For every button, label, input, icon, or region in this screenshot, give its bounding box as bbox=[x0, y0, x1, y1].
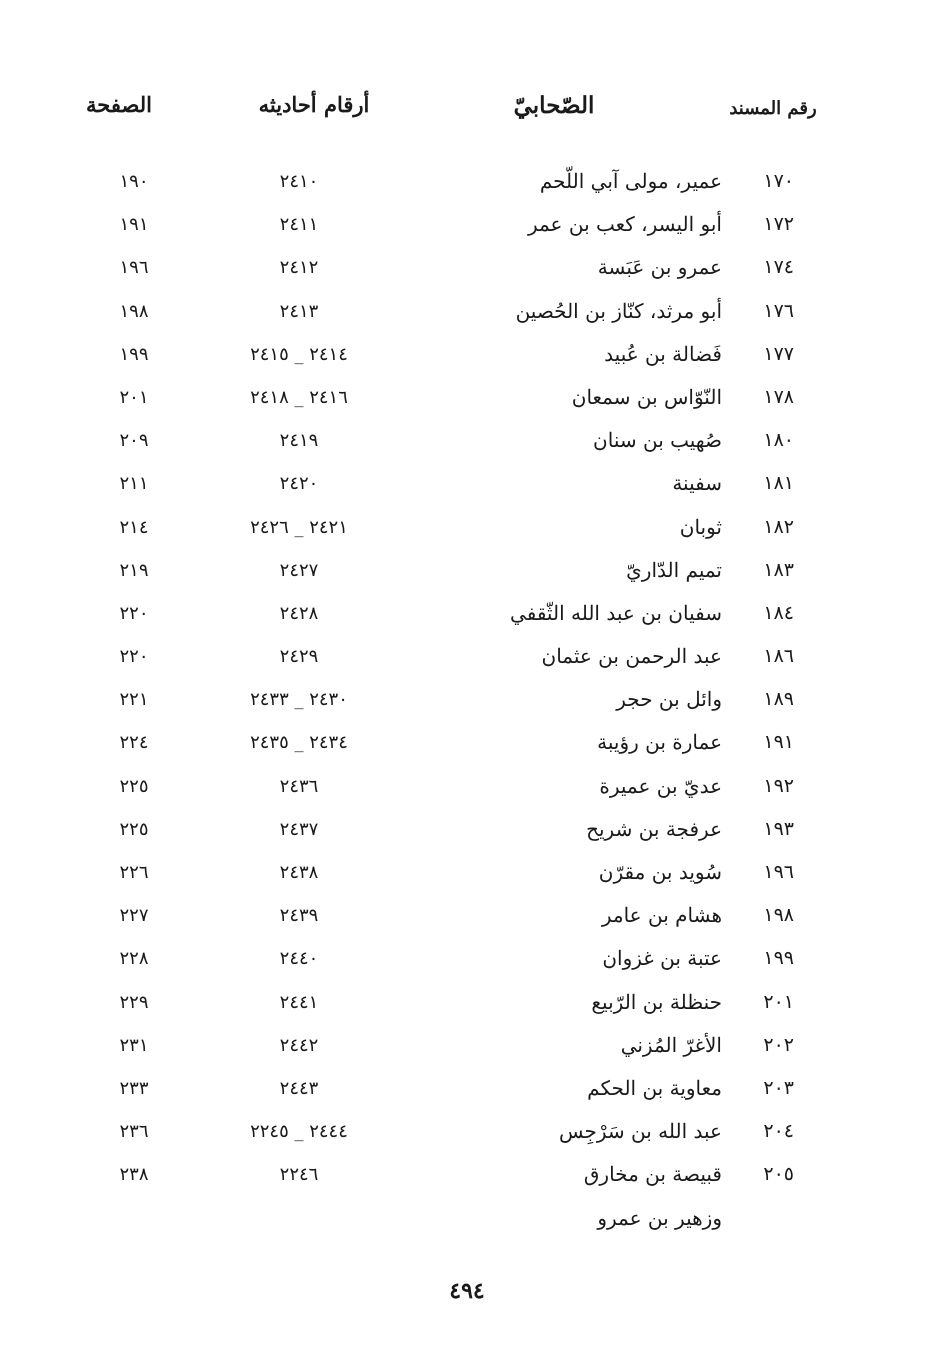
companion-name: ثوبان bbox=[679, 514, 722, 539]
table-row bbox=[0, 721, 934, 764]
hadith-numbers: ٢٤٤٣ bbox=[279, 1077, 319, 1099]
companion-name: تميم الدّاريّ bbox=[626, 557, 722, 582]
musnad-number: ٢٠٢ bbox=[763, 1033, 794, 1056]
companion-name: وزهير بن عمرو bbox=[597, 1205, 722, 1230]
page-reference: ٢٢٨ bbox=[119, 948, 149, 970]
index-table-body bbox=[0, 160, 934, 1240]
musnad-number: ١٨٦ bbox=[763, 645, 794, 668]
page-reference: ٢٢٩ bbox=[119, 991, 149, 1013]
companion-name: قبيصة بن مخارق bbox=[583, 1162, 722, 1187]
table-row bbox=[0, 981, 934, 1024]
companion-name: النّوّاس بن سمعان bbox=[571, 384, 722, 409]
companion-name: عديّ بن عميرة bbox=[599, 773, 722, 798]
musnad-number: ١٧٤ bbox=[763, 256, 794, 279]
table-row bbox=[0, 808, 934, 851]
page-reference: ٢٢٥ bbox=[119, 775, 149, 797]
hadith-numbers: ٢٤٢٩ bbox=[279, 646, 319, 668]
page-number: ٤٩٤ bbox=[449, 1278, 485, 1304]
musnad-number: ١٧٠ bbox=[763, 170, 794, 192]
page-reference: ٢٢٧ bbox=[119, 905, 149, 927]
hadith-numbers: ٢٤٤٠ bbox=[279, 948, 319, 970]
table-row bbox=[0, 290, 934, 333]
musnad-number: ١٨٤ bbox=[763, 601, 794, 624]
musnad-number: ١٧٨ bbox=[763, 385, 794, 408]
hadith-numbers: ٢٤٤٢ bbox=[279, 1034, 319, 1056]
table-row bbox=[0, 203, 934, 246]
musnad-number: ٢٠٥ bbox=[763, 1163, 794, 1186]
musnad-number: ٢٠٤ bbox=[763, 1120, 794, 1143]
hadith-numbers: ٢٢٤٦ bbox=[279, 1164, 319, 1186]
table-row bbox=[0, 549, 934, 592]
musnad-number: ١٧٦ bbox=[763, 299, 794, 322]
musnad-number: ١٨١ bbox=[763, 472, 794, 495]
companion-name: وائل بن حجر bbox=[616, 687, 722, 712]
companion-name: الأغرّ المُزني bbox=[620, 1032, 722, 1057]
musnad-number: ٢٠١ bbox=[763, 990, 794, 1013]
hadith-numbers: ٢٤٣٤ _ ٢٤٣٥ bbox=[250, 732, 348, 754]
companion-name: عرفجة بن شريح bbox=[586, 816, 722, 841]
hadith-numbers: ٢٤١١ bbox=[279, 214, 319, 236]
hadith-numbers: ٢٤٢٧ bbox=[279, 559, 319, 581]
companion-name: صُهيب بن سنان bbox=[593, 428, 722, 453]
table-row bbox=[0, 765, 934, 808]
page-reference: ٢١٤ bbox=[119, 516, 149, 538]
companion-name: فَضالة بن عُبيد bbox=[604, 341, 722, 366]
page-reference: ١٩٠ bbox=[119, 171, 149, 192]
header-musnad-number: رقم المسند bbox=[729, 98, 817, 119]
hadith-numbers: ٢٤١٣ bbox=[279, 300, 319, 322]
companion-name: عمير، مولى آبي اللّحم bbox=[539, 169, 722, 193]
companion-name: عمرو بن عَبَسة bbox=[597, 255, 722, 280]
hadith-numbers: ٢٤٤٤ _ ٢٢٤٥ bbox=[250, 1121, 348, 1143]
hadith-numbers: ٢٤١٢ bbox=[279, 257, 319, 279]
companion-name: أبو اليسر، كعب بن عمر bbox=[527, 212, 722, 237]
companion-name: معاوية بن الحكم bbox=[587, 1075, 722, 1100]
page-reference: ٢٢٦ bbox=[119, 862, 149, 883]
page-reference: ٢١٩ bbox=[119, 559, 149, 581]
companion-name: هشام بن عامر bbox=[601, 903, 722, 928]
companion-name: أبو مرثد، كنّاز بن الحُصين bbox=[515, 298, 722, 323]
table-row bbox=[0, 1153, 934, 1196]
hadith-numbers: ٢٤٤١ bbox=[279, 991, 319, 1013]
hadith-numbers: ٢٤٣٧ bbox=[279, 818, 319, 840]
table-row bbox=[0, 678, 934, 721]
table-row bbox=[0, 419, 934, 462]
page-reference: ٢٣٣ bbox=[119, 1077, 149, 1099]
table-row bbox=[0, 937, 934, 980]
header-page: الصفحة bbox=[86, 92, 152, 117]
page-reference: ٢٣١ bbox=[119, 1034, 149, 1056]
companion-name: عبد الرحمن بن عثمان bbox=[541, 644, 722, 669]
hadith-numbers: ٢٤٢٠ bbox=[279, 473, 319, 495]
hadith-numbers: ٢٤١٠ bbox=[279, 171, 319, 192]
page-reference: ١٩٦ bbox=[119, 257, 149, 279]
musnad-number: ١٨٣ bbox=[763, 558, 794, 581]
page-reference: ١٩١ bbox=[119, 214, 149, 236]
companion-name: عمارة بن رؤيبة bbox=[597, 730, 722, 755]
musnad-number: ٢٠٣ bbox=[763, 1076, 794, 1099]
page-reference: ١٩٩ bbox=[119, 343, 149, 365]
page-reference: ٢٢١ bbox=[119, 689, 149, 711]
page-reference: ٢٠٩ bbox=[119, 430, 149, 452]
table-row bbox=[0, 246, 934, 289]
musnad-number: ١٩٣ bbox=[763, 817, 794, 840]
companion-name: حنظلة بن الرّبيع bbox=[591, 989, 722, 1014]
hadith-numbers: ٢٤٣٠ _ ٢٤٣٣ bbox=[250, 689, 348, 711]
musnad-number: ١٨٩ bbox=[763, 688, 794, 711]
table-row bbox=[0, 1024, 934, 1067]
page-reference: ٢٠١ bbox=[119, 386, 149, 408]
musnad-number: ١٩١ bbox=[763, 731, 794, 754]
hadith-numbers: ٢٤١٦ _ ٢٤١٨ bbox=[250, 386, 348, 408]
musnad-number: ١٨٢ bbox=[763, 515, 794, 538]
companion-name: سفينة bbox=[672, 471, 722, 496]
table-row bbox=[0, 1110, 934, 1153]
page-reference: ٢٣٨ bbox=[119, 1164, 149, 1186]
musnad-number: ١٧٢ bbox=[763, 213, 794, 236]
header-hadith-numbers: أرقام أحاديثه bbox=[258, 92, 370, 117]
companion-name: عتبة بن غزوان bbox=[602, 946, 722, 971]
hadith-numbers: ٢٤٣٦ bbox=[279, 775, 319, 797]
table-row bbox=[0, 851, 934, 894]
page-reference: ٢٣٦ bbox=[119, 1121, 149, 1143]
page-reference: ٢٢٠ bbox=[119, 602, 149, 624]
musnad-number: ١٩٩ bbox=[763, 947, 794, 970]
companion-name: سفيان بن عبد الله الثّقفي bbox=[510, 600, 722, 625]
musnad-number: ١٨٠ bbox=[763, 429, 794, 452]
hadith-numbers: ٢٤٣٩ bbox=[279, 905, 319, 927]
musnad-number: ١٧٧ bbox=[763, 342, 794, 365]
musnad-number: ١٩٦ bbox=[763, 861, 794, 883]
table-row bbox=[0, 635, 934, 678]
hadith-numbers: ٢٤٢٨ bbox=[279, 602, 319, 624]
table-row bbox=[0, 1197, 934, 1240]
hadith-numbers: ٢٤٢١ _ ٢٤٢٦ bbox=[250, 516, 348, 538]
hadith-numbers: ٢٤١٩ bbox=[279, 430, 319, 452]
companion-name: سُويد بن مقرّن bbox=[598, 860, 722, 884]
table-row bbox=[0, 1067, 934, 1110]
table-row bbox=[0, 894, 934, 937]
table-row bbox=[0, 506, 934, 549]
page-reference: ١٩٨ bbox=[119, 300, 149, 322]
table-row bbox=[0, 462, 934, 505]
musnad-number: ١٩٢ bbox=[763, 774, 794, 797]
companion-name: عبد الله بن سَرْجِس bbox=[559, 1119, 722, 1144]
hadith-numbers: ٢٤٣٨ bbox=[279, 862, 319, 883]
page-reference: ٢٢٠ bbox=[119, 646, 149, 668]
page-reference: ٢٢٥ bbox=[119, 818, 149, 840]
table-row bbox=[0, 333, 934, 376]
page-reference: ٢٢٤ bbox=[119, 732, 149, 754]
table-header bbox=[0, 92, 934, 132]
musnad-number: ١٩٨ bbox=[763, 904, 794, 927]
table-row bbox=[0, 592, 934, 635]
header-companion: الصّحابيّ bbox=[513, 92, 595, 119]
page-reference: ٢١١ bbox=[119, 473, 149, 495]
table-row bbox=[0, 376, 934, 419]
hadith-numbers: ٢٤١٤ _ ٢٤١٥ bbox=[250, 343, 348, 365]
table-row bbox=[0, 160, 934, 203]
